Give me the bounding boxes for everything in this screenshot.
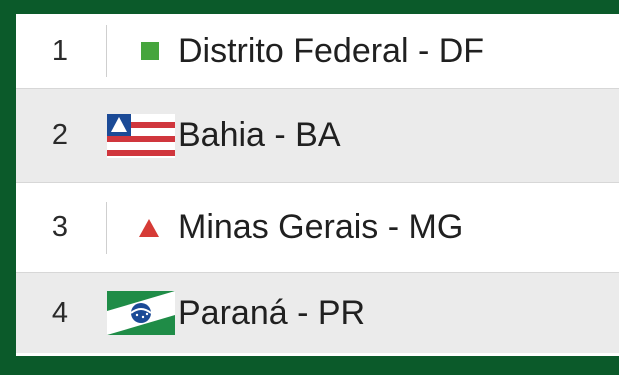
separator: [106, 202, 107, 254]
ranking-list: [16, 14, 619, 356]
state-name: Distrito Federal - DF: [178, 31, 485, 70]
df-flag-icon: [141, 42, 159, 60]
flag-container: [106, 196, 176, 260]
rank-number: 2: [51, 119, 69, 151]
rank-number: 4: [51, 296, 69, 329]
list-item[interactable]: [16, 89, 619, 183]
state-name: Minas Gerais - MG: [178, 208, 464, 246]
flag-container: [106, 19, 176, 83]
flag-container: [106, 281, 176, 345]
rank-number: 1: [51, 34, 69, 67]
state-name: Paraná - PR: [178, 293, 366, 332]
rank-number: 3: [51, 211, 69, 243]
list-item[interactable]: [16, 273, 619, 353]
bahia-flag-icon: [107, 114, 175, 158]
parana-flag-icon: [107, 291, 175, 335]
flag-container: [106, 104, 176, 168]
separator: [106, 25, 107, 77]
state-name: Bahia - BA: [178, 116, 341, 154]
list-item[interactable]: [16, 14, 619, 89]
list-item[interactable]: [16, 183, 619, 273]
mg-flag-icon: [139, 219, 159, 237]
